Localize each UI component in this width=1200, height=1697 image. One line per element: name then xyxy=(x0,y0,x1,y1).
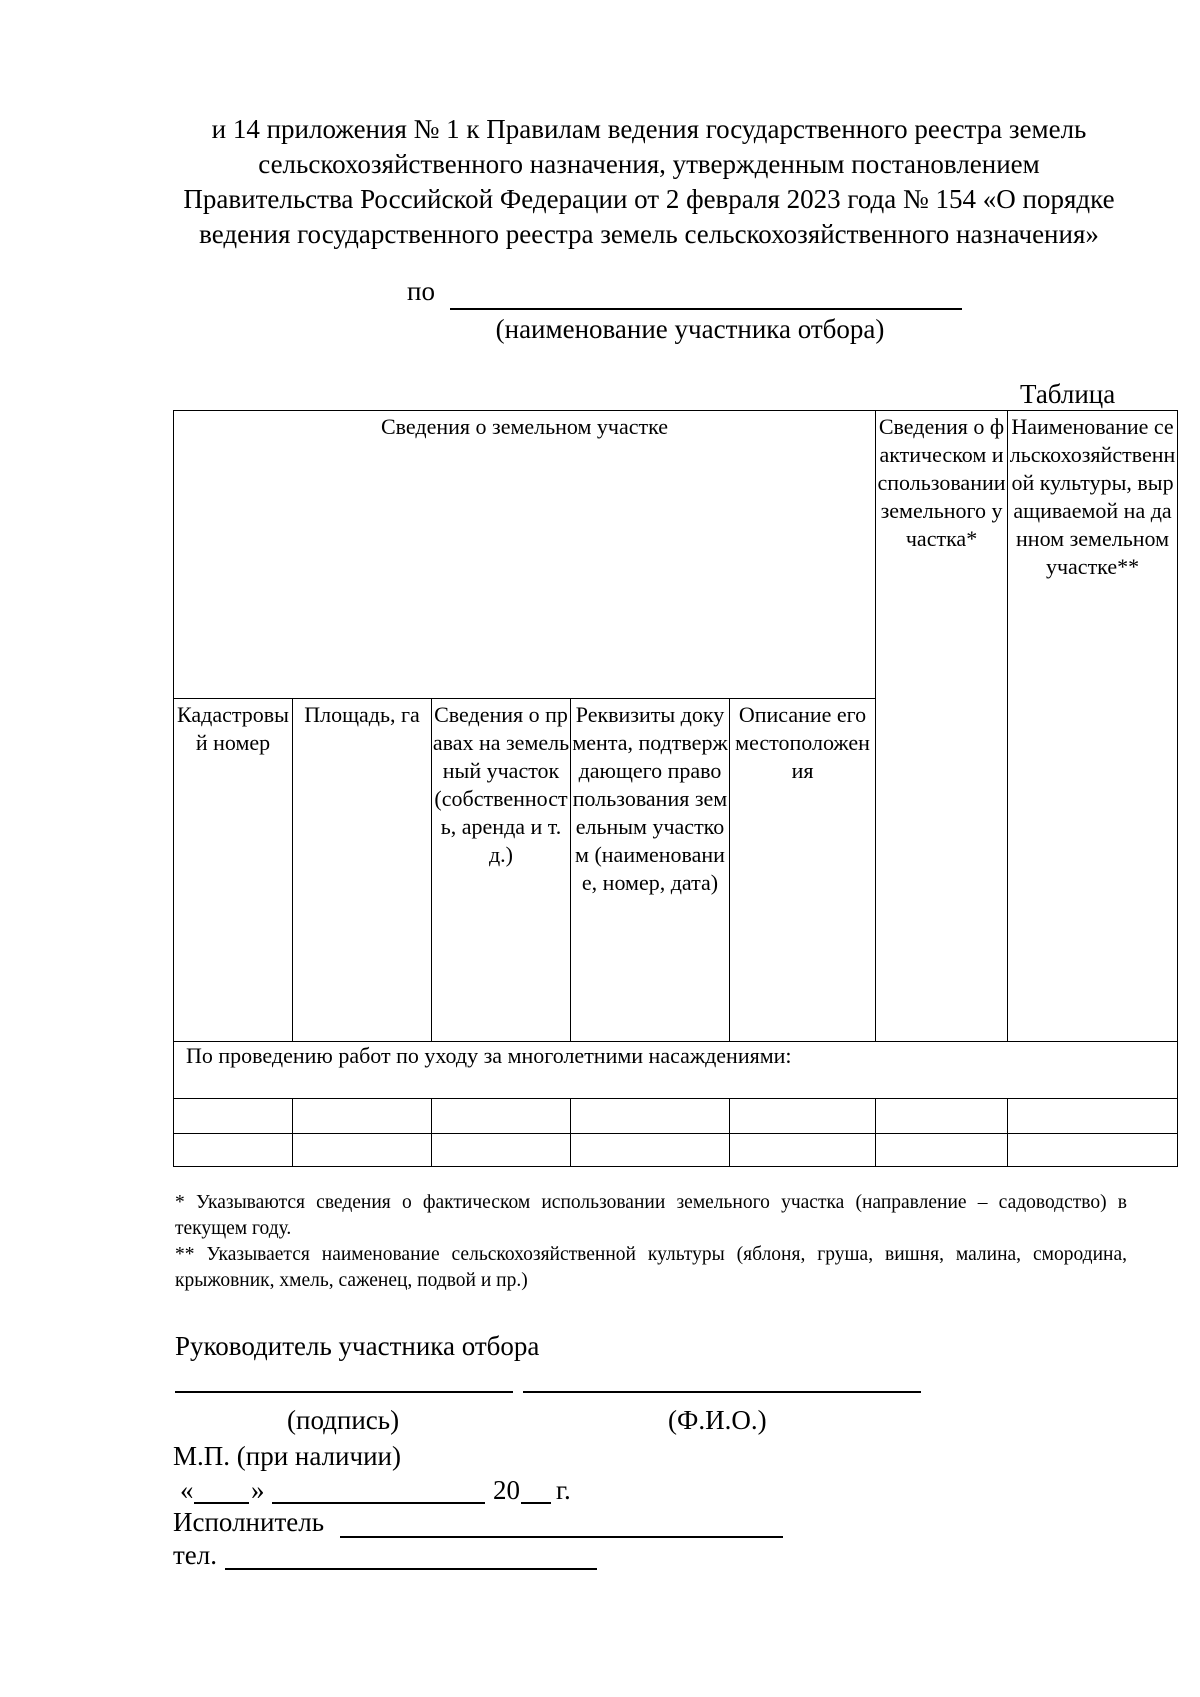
signature-blank xyxy=(175,1391,513,1393)
phone-label: тел. xyxy=(173,1540,218,1570)
footnote-usage: * Указываются сведения о фактическом использовании земельного участка (направление – садоводство) в текущем году. xyxy=(175,1192,1127,1239)
header-rights: Сведения о правах на земельный участок (собственность, аренда и т.д.) xyxy=(432,699,571,1042)
table-cell[interactable] xyxy=(1008,1099,1178,1134)
signature-hint: (подпись) xyxy=(287,1405,400,1435)
table-cell[interactable] xyxy=(1008,1134,1178,1167)
year-suffix: г. xyxy=(556,1475,571,1505)
date-open-quote: « xyxy=(180,1475,194,1505)
leader-title: Руководитель участника отбора xyxy=(175,1331,540,1361)
header-location: Описание его местоположения xyxy=(730,699,876,1042)
date-close-quote: » xyxy=(251,1475,265,1505)
intro-paragraph: и 14 приложения № 1 к Правилам ведения государственного реестра земель сельскохозяйственного назначения, утвержденным постановлением Правительства Российской Федерации от 2 февраля 2023 года № 154 «О порядке ведения государственного реестра земель сельскохозяйственного назначения» xyxy=(183,114,1115,249)
table-cell[interactable] xyxy=(571,1134,730,1167)
header-land-plot-info: Сведения о земельном участке xyxy=(174,411,876,699)
table-cell[interactable] xyxy=(293,1134,432,1167)
table-cell[interactable] xyxy=(174,1099,293,1134)
header-document-details: Реквизиты документа, подтверждающего право пользования земельным участком (наименование, номер, дата) xyxy=(571,699,730,1042)
po-label: по xyxy=(407,276,435,306)
land-plot-table xyxy=(173,410,1178,1167)
table-caption: Таблица xyxy=(1020,379,1116,409)
participant-name-hint: (наименование участника отбора) xyxy=(495,314,885,344)
header-cadastral-number: Кадастровый номер xyxy=(174,699,293,1042)
footnote-crop: ** Указывается наименование сельскохозяйственной культуры (яблоня, груша, вишня, малина, смородина, крыжовник, хмель, саженец, подвой и пр.) xyxy=(175,1244,1127,1291)
phone-blank xyxy=(225,1568,597,1570)
year-blank xyxy=(521,1502,551,1504)
header-area: Площадь, га xyxy=(293,699,432,1042)
footnotes xyxy=(175,1190,1127,1294)
executor-blank xyxy=(340,1536,783,1538)
section-perennial-care: По проведению работ по уходу за многолетними насаждениями: xyxy=(174,1042,1178,1099)
table-cell[interactable] xyxy=(876,1134,1008,1167)
full-name-blank xyxy=(523,1391,921,1393)
month-blank xyxy=(272,1502,485,1504)
table-cell[interactable] xyxy=(876,1099,1008,1134)
table-cell[interactable] xyxy=(730,1134,876,1167)
table-cell[interactable] xyxy=(730,1099,876,1134)
table-cell[interactable] xyxy=(571,1099,730,1134)
table-row xyxy=(174,1099,1178,1134)
executor-label: Исполнитель xyxy=(173,1507,325,1537)
day-blank xyxy=(194,1502,249,1504)
table-cell[interactable] xyxy=(432,1134,571,1167)
header-actual-usage: Сведения о фактическом использовании земельного участка* xyxy=(876,411,1008,1042)
header-crop-name: Наименование сельскохозяйственной культуры, выращиваемой на данном земельном участке** xyxy=(1008,411,1178,1042)
stamp-label: М.П. (при наличии) xyxy=(173,1441,401,1471)
year-prefix: 20 xyxy=(493,1475,520,1505)
full-name-hint: (Ф.И.О.) xyxy=(668,1405,767,1435)
table-cell[interactable] xyxy=(293,1099,432,1134)
table-row xyxy=(174,1134,1178,1167)
table-cell[interactable] xyxy=(432,1099,571,1134)
participant-name-blank xyxy=(450,308,962,310)
table-cell[interactable] xyxy=(174,1134,293,1167)
